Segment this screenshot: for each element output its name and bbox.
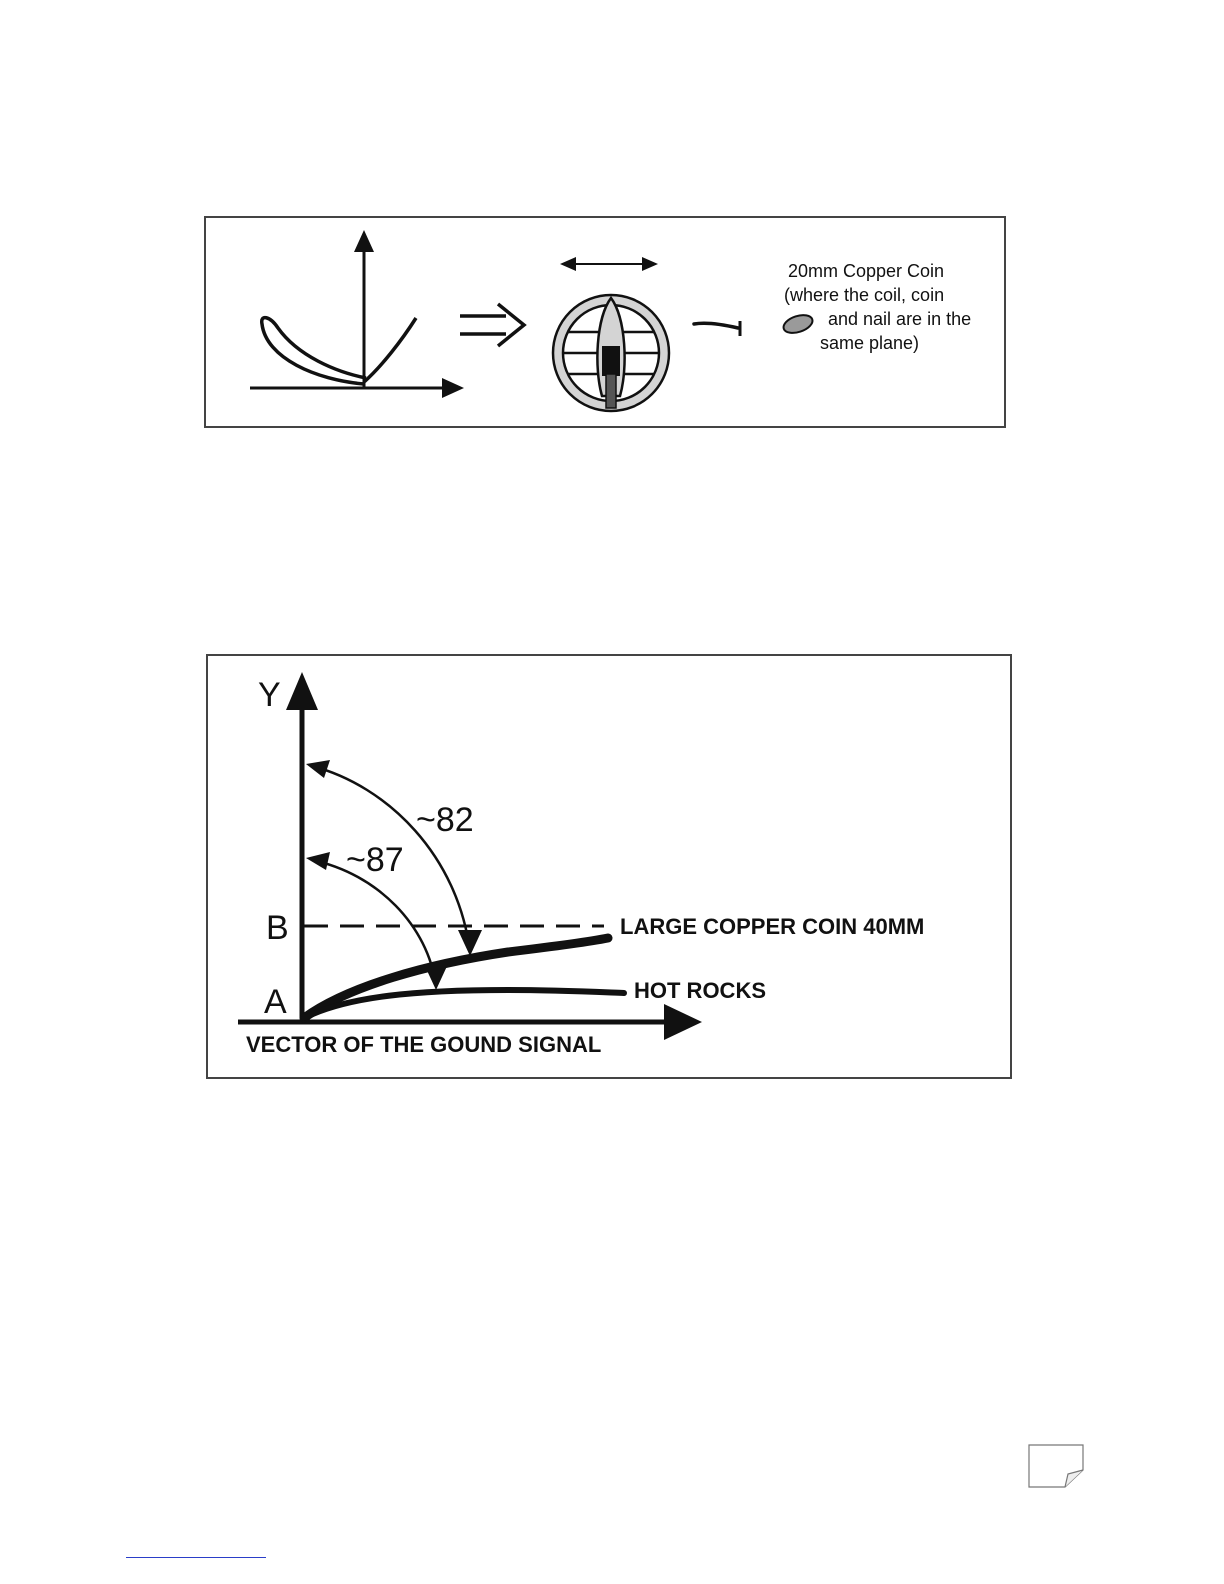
- angle-arc-rocks-end-arrowhead: [424, 964, 448, 990]
- rocks-curve-label: HOT ROCKS: [634, 978, 766, 1003]
- bottom-figure-diagram: [208, 656, 1010, 1077]
- angle-arc-coin-start-arrowhead: [306, 760, 330, 778]
- x-axis-label: VECTOR OF THE GOUND SIGNAL: [246, 1032, 602, 1057]
- coin-caption: [780, 259, 1006, 355]
- angle-coin-label: ~82: [416, 801, 474, 839]
- coin-caption-line-3: and nail are in the: [828, 309, 972, 329]
- large-copper-coin-curve: [304, 938, 608, 1018]
- angle-arc-rocks-start-arrowhead: [306, 852, 330, 870]
- point-b-label: B: [266, 909, 289, 947]
- small-y-axis-arrowhead: [354, 230, 374, 252]
- coin-curve-label: LARGE COPPER COIN 40MM: [620, 914, 925, 939]
- sweep-direction-arrow-icon: [560, 257, 658, 271]
- y-axis-label: Y: [258, 676, 281, 714]
- search-coil-icon: [553, 295, 669, 411]
- top-figure: [204, 216, 1006, 428]
- small-x-axis-arrowhead: [442, 378, 464, 398]
- nail-icon: [694, 321, 740, 336]
- implies-arrow-icon: [460, 304, 524, 346]
- x-axis-arrowhead: [664, 1004, 702, 1040]
- angle-arc-coin-end-arrowhead: [458, 930, 482, 956]
- footer-rule: [126, 1557, 266, 1558]
- coin-caption-line-2: (where the coil, coin: [784, 285, 945, 305]
- page-corner-icon: [1028, 1444, 1084, 1488]
- y-axis-arrowhead: [286, 672, 318, 710]
- point-a-label: A: [264, 983, 287, 1021]
- coin-caption-line-1: 20mm Copper Coin: [788, 261, 945, 281]
- small-signal-plot: [250, 230, 464, 398]
- signal-rising-curve: [364, 318, 416, 382]
- signal-loop-curve: [262, 318, 366, 384]
- coin-caption-line-4: same plane): [820, 333, 920, 353]
- bottom-figure: [206, 654, 1012, 1079]
- angle-rocks-label: ~87: [346, 841, 404, 879]
